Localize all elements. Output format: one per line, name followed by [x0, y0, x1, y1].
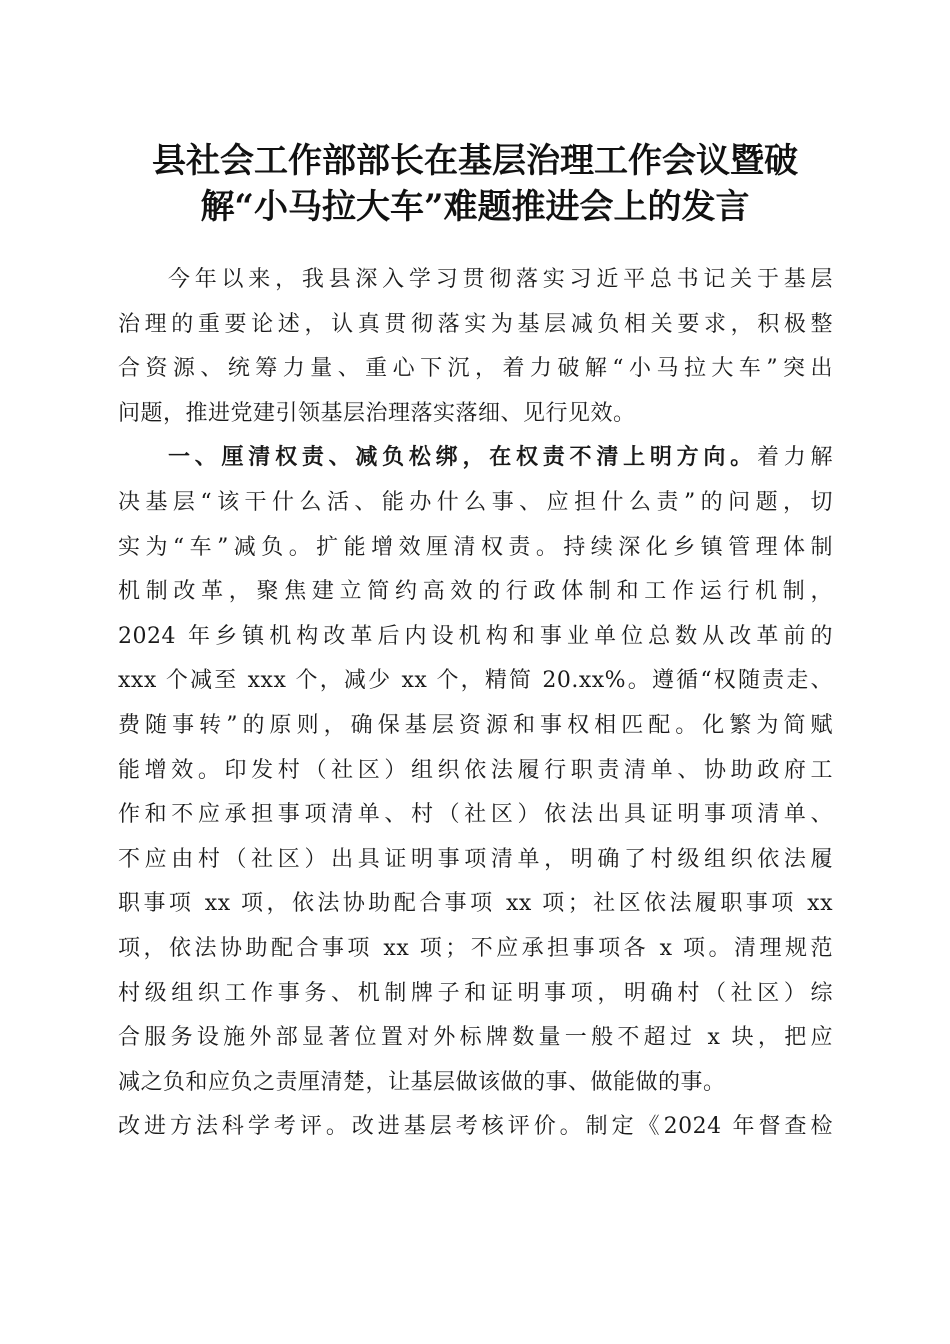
- title-line-1: 县社会工作部部长在基层治理工作会议暨破: [152, 141, 798, 181]
- paragraph-line: 费随事转”的原则，确保基层资源和事权相匹配。化繁为简赋: [118, 712, 833, 738]
- document-body: [118, 258, 833, 1150]
- paragraph-line: 村级组织工作事务、机制牌子和证明事项，明确村（社区）综: [118, 980, 833, 1006]
- paragraph-line: 作和不应承担事项清单、村（社区）依法出具证明事项清单、: [118, 802, 833, 828]
- paragraph-line: 实为“车”减负。扩能增效厘清权责。持续深化乡镇管理体制: [118, 534, 833, 560]
- title-line-2: 解“小马拉大车”难题推进会上的发言: [200, 187, 750, 227]
- paragraph-line: 2024 年乡镇机构改革后内设机构和事业单位总数从改革前的: [118, 623, 833, 649]
- paragraph-line: 问题，推进党建引领基层治理落实落细、见行见效。: [118, 400, 636, 426]
- section-1: [118, 436, 833, 1150]
- paragraph-line: 机制改革，聚焦建立简约高效的行政体制和工作运行机制，: [118, 579, 833, 605]
- paragraph-line: 能增效。印发村（社区）组织依法履行职责清单、协助政府工: [118, 757, 833, 783]
- paragraph-line: 合资源、统筹力量、重心下沉，着力破解“小马拉大车”突出: [118, 356, 833, 382]
- paragraph-line: xxx 个减至 xxx 个，减少 xx 个，精简 20.xx%。遵循“权随责走、: [118, 668, 833, 694]
- section-heading-rest: 着力解: [756, 445, 833, 471]
- paragraph-line: 项，依法协助配合事项 xx 项；不应承担事项各 x 项。清理规范: [118, 935, 833, 961]
- paragraph-line: 改进方法科学考评。改进基层考核评价。制定《2024 年督查检: [118, 1114, 833, 1140]
- paragraph-line: 减之负和应负之责厘清楚，让基层做该做的事、做能做的事。: [118, 1069, 726, 1095]
- paragraph-intro: [118, 258, 833, 436]
- paragraph-line: 合服务设施外部显著位置对外标牌数量一般不超过 x 块，把应: [118, 1025, 833, 1051]
- paragraph-line: 职事项 xx 项，依法协助配合事项 xx 项；社区依法履职事项 xx: [118, 891, 833, 917]
- paragraph-line: 不应由村（社区）出具证明事项清单，明确了村级组织依法履: [118, 846, 833, 872]
- section-heading: 一、厘清权责、减负松绑，在权责不清上明方向。: [168, 445, 757, 471]
- paragraph-line: 决基层“该干什么活、能办什么事、应担什么责”的问题，切: [118, 489, 833, 515]
- paragraph-line: 今年以来，我县深入学习贯彻落实习近平总书记关于基层: [168, 267, 833, 292]
- document-title: [100, 138, 850, 230]
- section-heading-line: [118, 436, 833, 481]
- paragraph-line: 治理的重要论述，认真贯彻落实为基层减负相关要求，积极整: [118, 311, 833, 337]
